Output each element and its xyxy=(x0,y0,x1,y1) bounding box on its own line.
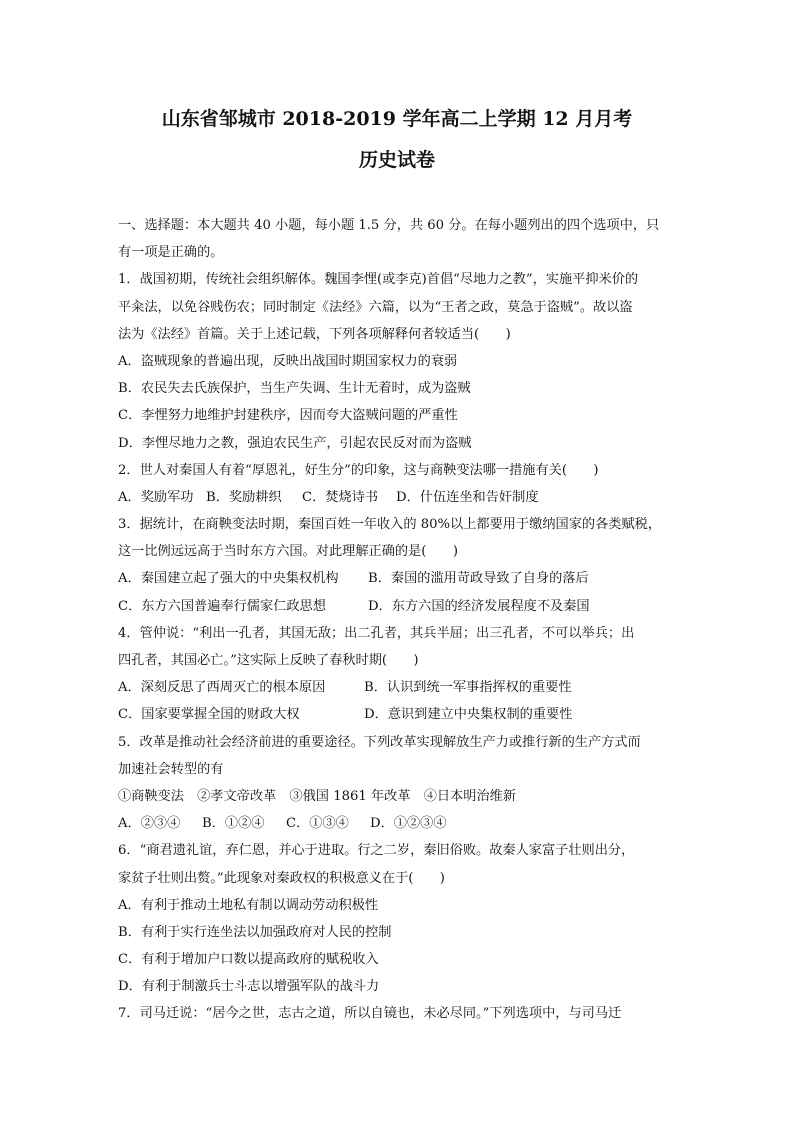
question-stem: 平籴法，以免谷贱伤农；同时制定《法经》六篇，以为“王者之政，莫急于盗贼”。故以盗 xyxy=(118,299,633,315)
question-option: B．有利于实行连坐法以加强政府对人民的控制 xyxy=(118,924,392,940)
exam-title: 山东省邹城市 2018-2019 学年高二上学期 12 月月考 xyxy=(161,108,633,130)
question-stem: 7．司马迁说：“居今之世，志古之道，所以自镜也，未必尽同。”下列选项中，与司马迁 xyxy=(118,1006,622,1022)
question-stem: 6．“商君遗礼谊，弃仁恩，并心于进取。行之二岁，秦旧俗败。故秦人家富子壮则出分， xyxy=(118,843,635,859)
question-option: D．有利于制激兵士斗志以增强军队的战斗力 xyxy=(118,979,380,995)
question-stem: 4．管仲说：“利出一孔者，其国无敌；出二孔者，其兵半屈；出三孔者，不可以举兵；出 xyxy=(118,625,635,641)
question-items: ①商鞅变法 ②孝文帝改革 ③俄国 1861 年改革 ④日本明治维新 xyxy=(118,788,517,804)
question-option: D．什伍连坐和告奸制度 xyxy=(396,489,539,505)
question-option: C．焚烧诗书 xyxy=(302,489,379,505)
section-intro: 一、选择题：本大题共 40 小题，每小题 1.5 分，共 60 分。在每小题列出的四个选项中，只 xyxy=(118,218,660,233)
question-stem: 四孔者，其国必亡。”这实际上反映了春秋时期( ) xyxy=(118,653,419,668)
question-stem: 5．改革是推动社会经济前进的重要途径。下列改革实现解放生产力或推行新的生产方式而 xyxy=(118,734,641,750)
question-option: D．李悝尽地力之教，强迫农民生产，引起农民反对而为盗贼 xyxy=(118,435,472,451)
section-intro: 有一项是正确的。 xyxy=(118,245,224,261)
option-row xyxy=(118,701,684,728)
question-stem: 3．据统计，在商鞅变法时期，秦国百姓一年收入的 80%以上都要用于缴纳国家的各类赋税， xyxy=(118,517,662,533)
option-row xyxy=(118,593,684,620)
question-stem: 2．世人对秦国人有着“厚恩礼，好生分”的印象，这与商鞅变法哪一措施有关( ) xyxy=(118,462,599,478)
exam-body xyxy=(118,212,684,1028)
question-option: A．秦国建立起了强大的中央集权机构 xyxy=(118,571,339,587)
question-stem: 家贫子壮则出赘。”此现象对秦政权的积极意义在于( ) xyxy=(118,870,445,886)
option-row xyxy=(118,810,684,837)
question-option: C．东方六国普遍奉行儒家仁政思想 xyxy=(118,598,326,614)
question-stem: 1．战国初期，传统社会组织解体。魏国李悝(或李克)首倡“尽地力之教”，实施平抑米价的 xyxy=(118,272,639,288)
question-option: B．秦国的滥用苛政导致了自身的落后 xyxy=(368,571,589,587)
question-option: D．东方六国的经济发展程度不及秦国 xyxy=(368,598,590,614)
question-option: D．意识到建立中央集权制的重要性 xyxy=(364,707,573,723)
question-option: B．奖励耕织 xyxy=(206,489,282,505)
question-option: A．奖励军功 xyxy=(118,489,194,505)
exam-subtitle: 历史试卷 xyxy=(358,149,435,171)
option-row xyxy=(118,674,684,701)
option-row xyxy=(118,484,684,511)
question-stem: 这一比例远远高于当时东方六国。对此理解正确的是( ) xyxy=(118,544,458,560)
question-option: B．农民失去氏族保护，当生产失调、生计无着时，成为盗贼 xyxy=(118,381,471,397)
question-stem: 法为《法经》首篇。关于上述记载，下列各项解释何者较适当( ) xyxy=(118,326,511,342)
question-option: D．①②③④ xyxy=(370,816,447,832)
question-option: B．认识到统一军事指挥权的重要性 xyxy=(364,680,572,696)
question-option: C．①③④ xyxy=(286,816,349,832)
question-option: A．有利于推动土地私有制以调动劳动积极性 xyxy=(118,897,379,913)
question-option: C．李悝努力地维护封建秩序，因而夸大盗贼问题的严重性 xyxy=(118,408,458,424)
question-option: A．②③④ xyxy=(118,816,181,832)
question-option: A．盗贼现象的普遍出现，反映出战国时期国家权力的衰弱 xyxy=(118,353,458,369)
question-stem: 加速社会转型的有 xyxy=(118,761,224,777)
question-option: A．深刻反思了西周灭亡的根本原因 xyxy=(118,680,326,696)
question-option: B．①②④ xyxy=(202,816,265,832)
question-option: C．有利于增加户口数以提高政府的赋税收入 xyxy=(118,952,379,968)
option-row xyxy=(118,565,684,592)
question-option: C．国家要掌握全国的财政大权 xyxy=(118,707,300,723)
